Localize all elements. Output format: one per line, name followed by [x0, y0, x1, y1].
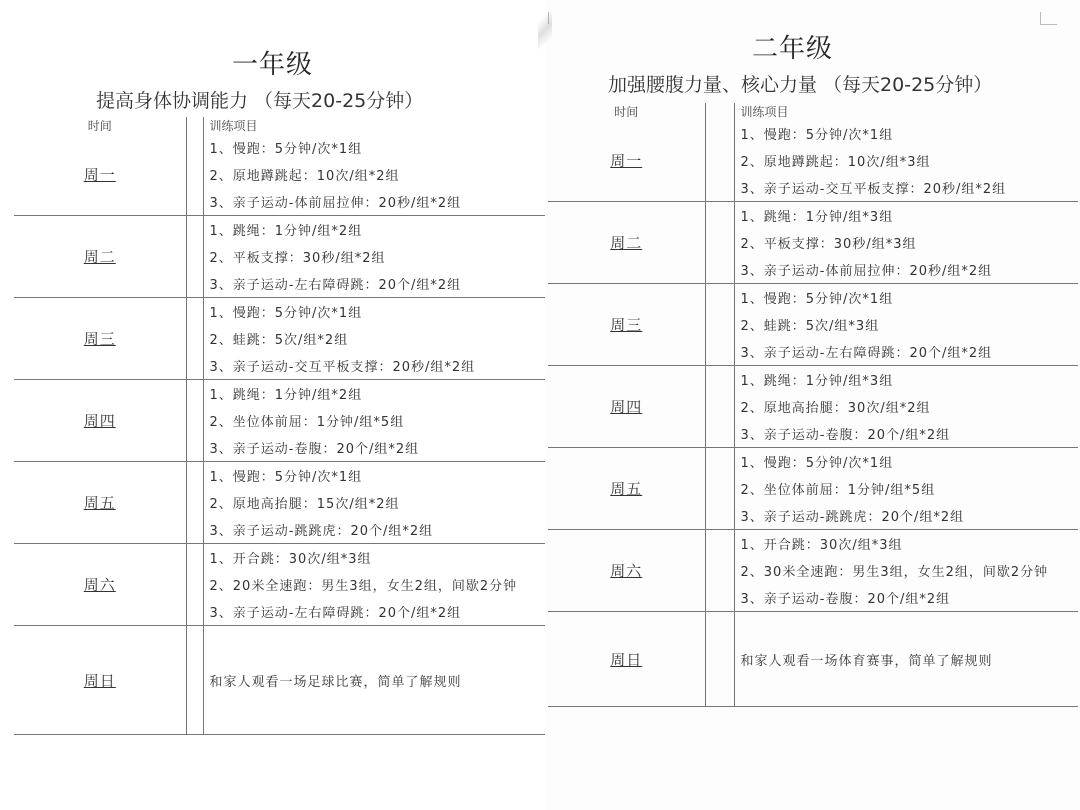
day-cell — [548, 120, 705, 202]
training-item: 3、亲子运动-左右障碍跳：20个/组*2组 — [203, 598, 545, 626]
column-divider — [705, 366, 734, 448]
day-label: 周五 — [610, 480, 643, 498]
day-cell — [548, 284, 705, 366]
training-item: 2、30米全速跑：男生3组，女生2组，间歇2分钟 — [740, 565, 1049, 580]
day-cell — [548, 448, 705, 530]
training-item: 1、慢跑：5分钟/次*1组 — [740, 128, 894, 143]
day-cell — [14, 626, 186, 735]
column-divider — [186, 216, 203, 298]
training-item: 3、亲子运动-左右障碍跳：20个/组*2组 — [203, 270, 545, 298]
training-item: 3、亲子运动-左右障碍跳：20个/组*2组 — [734, 338, 1078, 366]
column-divider — [705, 284, 734, 366]
training-item: 2、原地高抬腿：30次/组*2组 — [740, 401, 931, 416]
training-item: 3、亲子运动-体前屈拉伸：20秒/组*2组 — [203, 188, 545, 216]
time-column-header: 时间 — [614, 105, 639, 119]
grade-two-sheet — [545, 0, 1080, 810]
day-label: 周四 — [610, 398, 643, 416]
day-cell — [548, 612, 705, 707]
training-item: 3、亲子运动-跳跳虎：20个/组*2组 — [734, 502, 1078, 530]
time-column-header: 时间 — [87, 119, 112, 133]
day-cell — [14, 298, 186, 380]
table-row — [14, 544, 545, 572]
day-label: 周四 — [83, 412, 116, 430]
training-item: 2、平板支撑：30秒/组*2组 — [209, 251, 386, 266]
column-divider — [186, 117, 203, 134]
column-divider — [705, 612, 734, 707]
day-cell — [14, 216, 186, 298]
day-cell — [548, 530, 705, 612]
table-row — [14, 626, 545, 735]
training-item: 1、跳绳：1分钟/组*3组 — [740, 374, 894, 389]
day-label: 周五 — [83, 494, 116, 512]
training-item: 3、亲子运动-交互平板支撑：20秒/组*2组 — [203, 352, 545, 380]
training-item: 2、坐位体前屈：1分钟/组*5组 — [740, 483, 936, 498]
column-divider — [186, 544, 203, 626]
training-item: 3、亲子运动-体前屈拉伸：20秒/组*2组 — [734, 256, 1078, 284]
page-subtitle: 加强腰腹力量、核心力量 （每天20-25分钟） — [608, 74, 993, 96]
column-divider — [186, 298, 203, 380]
page-fold — [538, 0, 552, 60]
day-cell — [14, 380, 186, 462]
column-divider — [186, 626, 203, 735]
training-item: 2、蛙跳：5次/组*2组 — [209, 333, 349, 348]
training-item: 2、原地蹲跳起：10次/组*3组 — [740, 155, 931, 170]
day-label: 周二 — [83, 248, 116, 266]
corner-mark — [1040, 12, 1057, 25]
table-row — [548, 366, 1078, 394]
table-header — [548, 103, 1078, 120]
day-cell — [14, 134, 186, 216]
column-divider — [705, 448, 734, 530]
training-item: 3、亲子运动-跳跳虎：20个/组*2组 — [203, 516, 545, 544]
training-item: 2、20米全速跑：男生3组，女生2组，间歇2分钟 — [209, 579, 518, 594]
table-row — [548, 202, 1078, 230]
day-label: 周二 — [610, 234, 643, 252]
day-cell — [548, 366, 705, 448]
training-item: 2、原地蹲跳起：10次/组*2组 — [209, 169, 400, 184]
day-label: 周六 — [83, 576, 116, 594]
page-title: 一年级 — [231, 50, 313, 80]
training-item: 1、开合跳：30次/组*3组 — [740, 538, 903, 553]
training-item: 2、坐位体前屈：1分钟/组*5组 — [209, 415, 405, 430]
day-label: 周日 — [610, 650, 643, 669]
training-item: 2、蛙跳：5次/组*3组 — [740, 319, 880, 334]
table-row — [548, 530, 1078, 558]
day-label: 周一 — [83, 166, 116, 184]
table-row — [14, 216, 545, 244]
day-cell — [14, 544, 186, 626]
page-subtitle: 提高身体协调能力 （每天20-25分钟） — [96, 90, 424, 112]
training-item: 1、慢跑：5分钟/次*1组 — [209, 306, 363, 321]
page-title: 二年级 — [751, 34, 833, 64]
column-divider — [186, 380, 203, 462]
training-item: 2、平板支撑：30秒/组*3组 — [740, 237, 917, 252]
column-divider — [705, 202, 734, 284]
items-column-header: 训练项目 — [209, 119, 258, 133]
training-item: 1、慢跑：5分钟/次*1组 — [209, 142, 363, 157]
table-row — [14, 134, 545, 161]
day-label: 周三 — [610, 316, 643, 334]
column-divider — [705, 120, 734, 202]
training-item: 3、亲子运动-交互平板支撑：20秒/组*2组 — [734, 174, 1078, 202]
training-table — [14, 117, 545, 735]
training-item: 1、跳绳：1分钟/组*2组 — [209, 224, 363, 239]
training-item: 2、原地高抬腿：15次/组*2组 — [209, 497, 400, 512]
table-row — [14, 380, 545, 408]
column-divider — [186, 134, 203, 216]
table-row — [548, 612, 1078, 707]
items-column-header: 训练项目 — [740, 105, 789, 119]
training-item: 1、跳绳：1分钟/组*2组 — [209, 388, 363, 403]
column-divider — [705, 103, 734, 120]
training-item: 和家人观看一场体育赛事，简单了解规则 — [734, 612, 1078, 707]
day-label: 周日 — [83, 671, 116, 690]
training-item: 1、跳绳：1分钟/组*3组 — [740, 210, 894, 225]
training-item: 和家人观看一场足球比赛，简单了解规则 — [203, 626, 545, 735]
training-table — [548, 103, 1078, 707]
table-row — [548, 120, 1078, 147]
training-item: 1、慢跑：5分钟/次*1组 — [209, 470, 363, 485]
day-cell — [548, 202, 705, 284]
training-item: 3、亲子运动-卷腹：20个/组*2组 — [203, 434, 545, 462]
training-item: 1、开合跳：30次/组*3组 — [209, 552, 372, 567]
table-row — [14, 298, 545, 326]
training-item: 3、亲子运动-卷腹：20个/组*2组 — [734, 420, 1078, 448]
day-label: 周六 — [610, 562, 643, 580]
column-divider — [186, 462, 203, 544]
day-label: 周一 — [610, 152, 643, 170]
day-label: 周三 — [83, 330, 116, 348]
column-divider — [705, 530, 734, 612]
day-cell — [14, 462, 186, 544]
table-row — [548, 448, 1078, 476]
training-item: 1、慢跑：5分钟/次*1组 — [740, 292, 894, 307]
table-row — [14, 462, 545, 490]
table-header — [14, 117, 545, 134]
table-row — [548, 284, 1078, 312]
training-item: 1、慢跑：5分钟/次*1组 — [740, 456, 894, 471]
training-item: 3、亲子运动-卷腹：20个/组*2组 — [734, 584, 1078, 612]
